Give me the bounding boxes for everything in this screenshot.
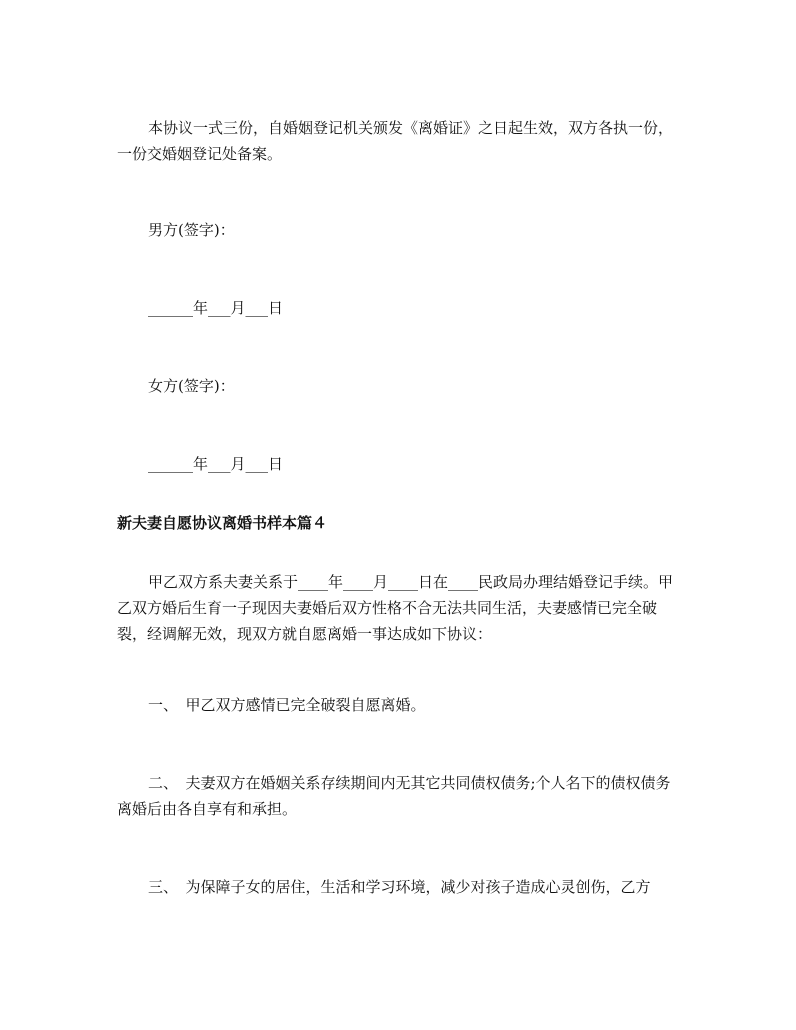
male-signature-date: ______年___月___日 [148, 299, 284, 317]
clause-item-1: 一、 甲乙双方感情已完全破裂自愿离婚。 [148, 696, 426, 714]
female-signature-date: ______年___月___日 [148, 455, 284, 473]
clause-item-2: 二、 夫妻双方在婚姻关系存续期间内无其它共同债权债务;个人名下的债权债务离婚后由各自享有和承担。 [117, 774, 671, 818]
female-signature-label: 女方(签字)： [148, 377, 235, 395]
section-heading: 新夫妻自愿协议离婚书样本篇４ [117, 514, 328, 532]
male-signature-label: 男方(签字)： [148, 221, 235, 239]
paragraph-intro: 甲乙双方系夫妻关系于____年____月____日在____民政局办理结婚登记手续。甲乙双方婚后生育一子现因夫妻婚后双方性格不合无法共同生活，夫妻感情已完全破裂，经调解无效，现双方就自愿离婚一事达成如下协议： [117, 573, 674, 643]
clause-item-3: 三、 为保障子女的居住，生活和学习环境，减少对孩子造成心灵创伤，乙方 [148, 878, 651, 896]
paragraph-effective-clause: 本协议一式三份，自婚姻登记机关颁发《离婚证》之日起生效，双方各执一份，一份交婚姻登记处备案。 [117, 119, 674, 163]
